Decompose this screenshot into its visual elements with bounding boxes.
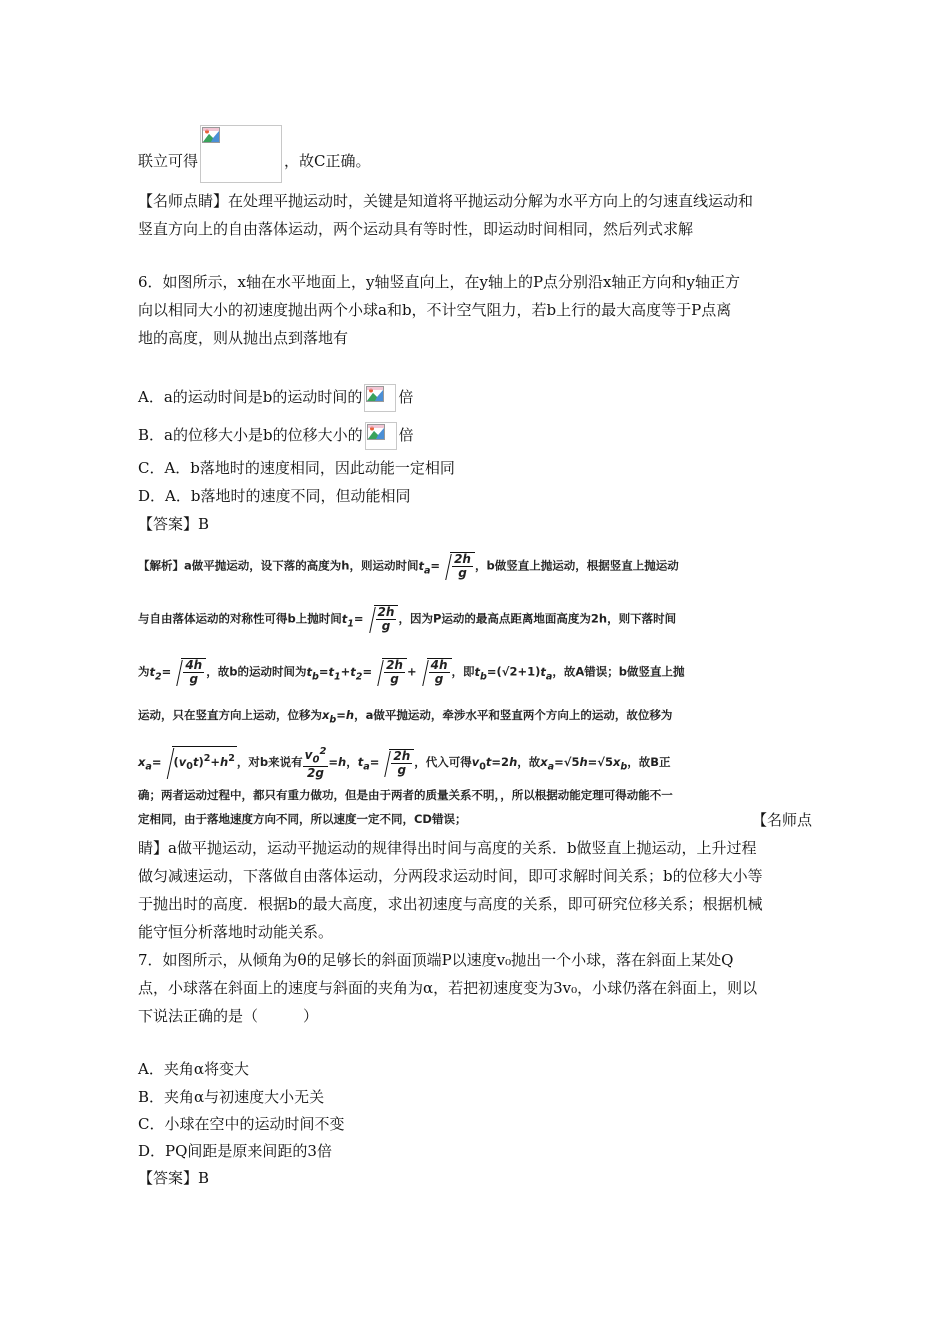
formula-image-placeholder [200,125,282,183]
q6-stem-line1: 6．如图所示，x轴在水平地面上，y轴竖直向上，在y轴上的P点分别沿x轴正方向和y轴正方 [138,273,740,291]
q7-option-a: A．夹角α将变大 [138,1060,249,1078]
analysis-row1: 【解析】a做平抛运动，设下落的高度为h，则运动时间$t_a=$ $\frac{2h}{g}$ ，b做竖直上抛运动，根据竖直上抛运动 [138,552,679,580]
broken-image-icon [202,127,220,143]
q6-tip-line4: 能守恒分析落地时动能关系。 [138,923,334,941]
q6-option-a: A．a的运动时间是b的运动时间的 倍 [138,384,413,412]
broken-image-icon [367,424,385,440]
tip-label-start: 【名师点 [752,811,813,829]
sqrt-formula: $\frac{2h}{g}$ [440,552,475,580]
q7-option-c: C．小球在空中的运动时间不变 [138,1115,345,1133]
analysis-row6: 确；两者运动过程中，都只有重力做功，但是由于两者的质量关系不明，，所以根据动能定理可得动能不一 [138,788,673,802]
sqrt-formula: $\frac{4h}{g}$ [171,658,206,686]
q6-stem-line3: 地的高度，则从抛出点到落地有 [138,329,349,347]
q7-stem-line3: 下说法正确的是（ ） [138,1007,319,1025]
analysis-row7: 定相同，由于落地速度方向不同，所以速度一定不同，CD错误； [138,812,467,826]
analysis-row4: 运动，只在竖直方向上运动，位移为$x_b=h$，a做平抛运动，牵涉水平和竖直两个方向上的运动，故位移为 [138,708,673,726]
q6-answer: 【答案】B [138,515,210,533]
q6-stem-line2: 向以相同大小的初速度抛出两个小球a和b，不计空气阻力，若b上行的最大高度等于P点离 [138,301,732,319]
q6-option-d: D．A．b落地时的速度不同，但动能相同 [138,487,411,505]
q6-tip-line3: 于抛出时的高度．根据b的最大高度，求出初速度与高度的关系，即可研究位移关系；根据机械 [138,895,763,913]
q7-answer: 【答案】B [138,1169,210,1187]
sqrt-formula: $\frac{2h}{g}$ [364,605,399,633]
broken-image-icon [366,386,384,402]
conclusion-line: 联立可得 ，故C正确。 [138,141,371,183]
analysis-row3: 为$t_2=$ $\frac{4h}{g}$ ，故b的运动时间为$t_b=t_1+t_2=$ $\frac{2h}{g}$ + $\frac{4h}{g}$ ，即$t_b=(√2+1)t_a$，故A错误；b做竖直上抛 [138,658,685,686]
q7-option-d: D．PQ间距是原来间距的3倍 [138,1142,332,1160]
analysis-row2: 与自由落体运动的对称性可得b上抛时间$t_1=$ $\frac{2h}{g}$ ，因为P运动的最高点距离地面高度为2h，则下落时间 [138,605,677,633]
formula-image-placeholder [365,422,397,450]
q7-stem-line2: 点，小球落在斜面上的速度与斜面的夹角为α，若把初速度变为3v₀，小球仍落在斜面上，则以 [138,979,758,997]
q7-stem-line1: 7．如图所示，从倾角为θ的足够长的斜面顶端P以速度v₀抛出一个小球，落在斜面上某处Q [138,951,734,969]
tip-paragraph-line1: 【名师点睛】在处理平抛运动时，关键是知道将平抛运动分解为水平方向上的匀速直线运动和 [138,192,754,210]
q7-option-b: B．夹角α与初速度大小无关 [138,1088,325,1106]
q6-tip-line1: 睛】a做平抛运动，运动平抛运动的规律得出时间与高度的关系．b做竖直上抛运动，上升过程 [138,839,757,857]
q6-tip-line2: 做匀减速运动，下落做自由落体运动，分两段求运动时间，即可求解时间关系；b的位移大小等 [138,867,763,885]
tip-paragraph-line2: 竖直方向上的自由落体运动，两个运动具有等时性，即运动时间相同，然后列式求解 [138,220,694,238]
q6-option-b: B．a的位移大小是b的位移大小的 倍 [138,422,414,450]
analysis-row5: $x_a= (v_0t)^2+h^2$ ，对b来说有 $\frac{v_0^2}{2g}$ =h，$t_a=$ $\frac{2h}{g}$ ，代入可得$v_0t=2h$，故$x_a=√5h=√5x_b$，故B正 [138,746,671,781]
formula-image-placeholder [364,384,396,412]
q6-option-c: C．A．b落地时的速度相同，因此动能一定相同 [138,459,455,477]
